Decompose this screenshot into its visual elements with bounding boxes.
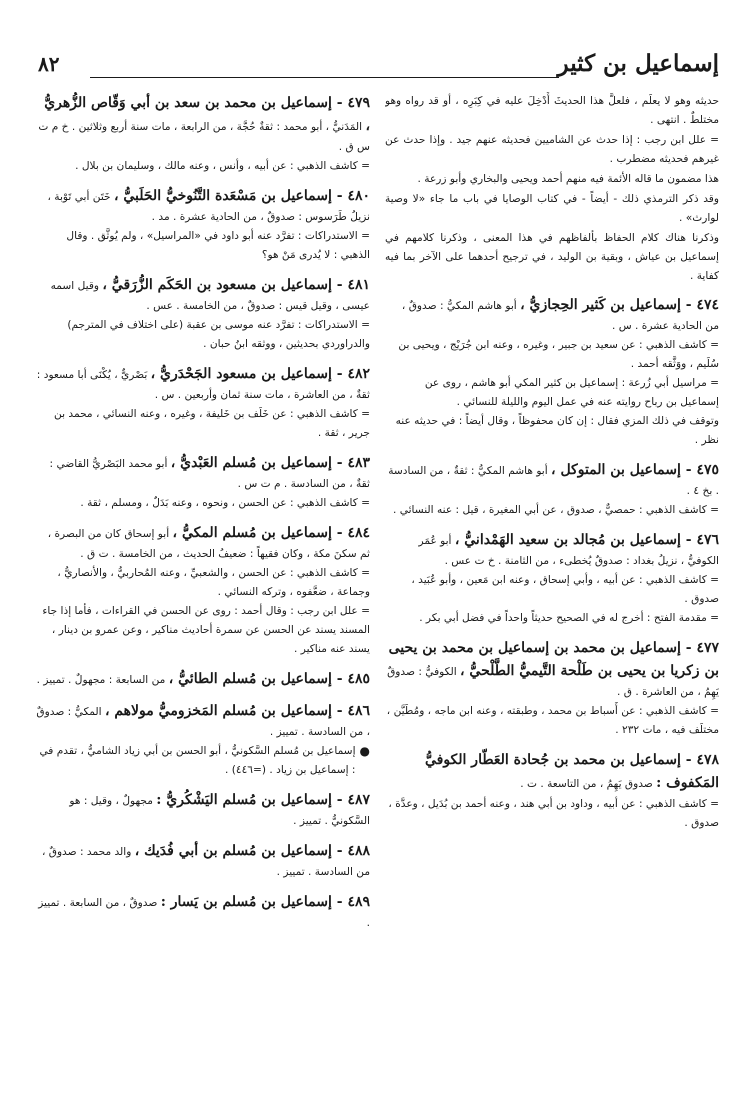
entry-487 [36,789,370,831]
entry-heading-line [36,840,370,882]
entry-heading-line [36,891,370,933]
entry-note: = كاشف الذهبي : عن أبيه ، وداود بن أبي هند ، وعنه أحمد بن بُدَيل ، وعدَّة ، صدوق . [388,798,719,829]
entry-grade: المكيُّ : صدوقٌ ، من السادسة . تمييز . [36,706,370,738]
entry-note: = كاشف الذهبي : عن أَسباط بن محمد ، وطبقته ، وعنه ابن ماجه ، ومُطَيَّن ، مختلَف فيه ، مات ٢٣٢ . [386,705,719,736]
intro-paragraph: حديثه وهو لا يعلَم ، فلعلَّ هذا الحديثَ أُدْخِلَ عليه في كِبَرِه ، أو قد رواه وهو مختلطٌ . انتهى . [385,95,719,126]
entry-heading-line [36,363,370,405]
column-gutter [370,92,385,1068]
entry-title: ٤٨٧ - إسماعيل بن مُسلم اليَشْكُريُّ : [156,792,370,808]
entry-heading-line [385,459,719,501]
entry-grade: وقيل اسمه عيسى ، وقيل قيس : صدوقٌ ، من الخامسة . عس . [50,280,370,312]
entry-note: = كاشف الذهبي : عن خَلَف بن خَليفة ، وغيره ، وعنه النسائي ، محمد بن جرير ، ثقة . [54,408,370,439]
entry-note: = كاشف الذهبي : عن أبيه ، وأنس ، وعنه مالك ، وسليمان بن بلال . [75,160,370,172]
entry-title: ٤٨٥ - إسماعيل بن مُسلم الطائيُّ ، [168,671,370,687]
entry-title: ٤٧٩ - إسماعيل بن محمد بن سعد بن أبي وَقّاص الزُّهريُّ ، [44,95,370,134]
entry-title: ٤٧٧ - إسماعيل بن محمد بن إسماعيل بن محمد بن يحيى بن زكريا بن يحيى بن طَلْحة التَّيميُّ الطَّلْحيُّ ، [388,640,719,679]
entry-heading-line [36,185,370,227]
header-rule [90,77,559,78]
entry-title: ٤٨٨ - إسماعيل بن مُسلم بن أبي فُدَيك ، [134,843,370,859]
intro-paragraph: وذكرنا هناك كلام الحفاظ بألفاظهم في هذا المعنى ، وذكرنا كلامهم في إسماعيل بن عياش ، وبقية بن الوليد ، في ترجيح أحدهما على الآخر بما فيه كفاية . [385,232,719,282]
cross-reference-text: إسماعيل بن مُسلم السَّكونيُّ ، أبو الحسن بن أبي زياد الشاميُّ ، تقدم في : إسماعيل بن زياد . (=٤٤٦) . [39,745,356,776]
entry-title: ٤٨٣ - إسماعيل بن مُسلم العَبْديُّ ، [170,455,370,471]
entry-484 [36,522,370,659]
entry-grade: بَصْريٌّ ، يُكْنَى أبا مسعود : ثقةٌ ، من العاشرة ، مات سنة ثمان وأربعين . س . [36,369,370,401]
entry-heading-line [36,700,370,742]
entry-grade: أبو محمد البَصْريُّ القاضي : ثقةٌ ، من السادسة . م ت س . [49,458,370,490]
right-column [385,92,719,1068]
entry-488 [36,840,370,882]
entry-note: وتوقف في ذلك المزي فقال : إن كان محفوظاً ، وقال أيضاً : في حديثه عنه نظر . [395,415,719,446]
entry-title: ٤٧٨ - إسماعيل بن محمد بن جُحادة العَطّار الكوفيُّ المَكفوف : [424,752,719,791]
page-header [36,50,719,90]
entry-note: = كاشف الذهبي : حمصيٌّ ، صدوق ، عن أبي المغيرة ، قيل : عنه النسائي . [393,504,719,516]
entry-title: ٤٨٢ - إسماعيل بن مسعود الجَحْدَريُّ ، [150,366,370,382]
cross-reference [36,742,370,780]
entry-483 [36,452,370,513]
entry-482 [36,363,370,443]
entry-title: ٤٧٦ - إسماعيل بن مُجالد بن سعيد الهَمْدانيُّ ، [454,532,719,548]
entry-grade: خَتَن أبي تَوْبة ، نزيلُ طَرَسوس : صدوقٌ ، من الحادية عشرة . مد . [47,191,370,223]
entry-476 [385,529,719,628]
entry-heading-line [36,522,370,564]
entry-title: ٤٨٤ - إسماعيل بن مُسلم المكيُّ ، [172,525,370,541]
page-number: ٨٢ [38,52,60,76]
entry-474 [385,294,719,450]
entry-477 [385,637,719,740]
entry-486 [36,700,370,780]
entry-478 [385,749,719,833]
entry-heading-line [36,92,370,157]
entry-heading-line [36,668,370,691]
entry-grade: أبو عُمَر الكوفيُّ ، نزيلُ بغداد : صدوقٌ يُخطىء ، من الثامنة . خ ت عس . [418,535,719,567]
entry-heading-line [385,294,719,336]
entry-note: = علل ابن رجب : وقال أحمد : روى عن الحسن في القراءات ، فأما إذا جاء المسند يسند عن الحسن عن سمرة أحاديث مناكير ، وعن عمرو بن دينار ، يسند عنه مناكير . [42,605,370,655]
entry-heading-line [36,274,370,316]
entry-note: = الاستدراكات : تفرَّد عنه موسى بن عقبة (على اختلاف في المترجم) والدراوردي بحديثين ، ووثقه ابنُ حبان . [67,319,370,350]
entry-grade: صدوقٌ ، من السابعة . تمييز . [38,897,370,929]
entry-grade: أبو إسحاق كان من البصرة ، ثم سكنَ مكة ، وكان فقيهاً : ضعيفُ الحديث ، من الخامسة . ت ق . [47,528,370,560]
left-column [36,92,370,1068]
entry-title: ٤٧٥ - إسماعيل بن المتوكل ، [551,462,719,478]
entry-485 [36,668,370,691]
entry-note: = كاشف الذهبي : عن سعيد بن جبير ، وغيره ، وعنه ابن جُرَيْج ، ويحيى بن سُلَيم ، ووَثَّقه أحمد . [398,339,719,370]
entry-title: ٤٨٩ - إسماعيل بن مُسلم بن يَسار : [160,894,370,910]
entry-475 [385,459,719,520]
entry-grade: صدوق يَهِمُ ، من التاسعة . ت . [520,778,657,790]
entry-grade: أبو هاشم المكيُّ : صدوقٌ ، من الحادية عشرة . س . [401,300,719,332]
entry-note: = كاشف الذهبي : عن أبيه ، وأبي إسحاق ، وعنه ابن مَعين ، وأبو عُبَيد ، صدوق . [411,574,719,605]
entry-479 [36,92,370,176]
entry-grade: المَدَنيُّ ، أبو محمد : ثقةٌ حُجَّة ، من الرابعة ، مات سنة أربع وثلاثين . خ م ت س ق . [38,121,370,153]
entry-title: ٤٨٦ - إسماعيل بن مُسلم المَخزوميُّ مولاهم ، [104,703,370,719]
entry-title: ٤٧٤ - إسماعيل بن كَثير الحِجازيُّ ، [520,297,719,313]
entry-480 [36,185,370,265]
entry-note: = كاشف الذهبي : عن الحسن ، والشعبيِّ ، وعنه المُحاربيُّ ، والأنصاريُّ ، وجماعة ، ضعَّفوه ، وتركه النسائي . [57,567,370,598]
entry-heading-line [385,637,719,702]
entry-title: ٤٨١ - إسماعيل بن مسعود بن الحَكَم الزُّرَقيُّ ، [102,277,370,293]
running-head: إسماعيل بن كثير [557,50,719,77]
intro-paragraph: = علل ابن رجب : إذا حدث عن الشاميين فحديثه عنهم جيد . وإذا حدث عن غيرهم فحديثه مضطرب . [385,134,719,165]
entry-heading-line [385,749,719,795]
two-column-body [36,92,719,1068]
entry-heading-line [36,789,370,831]
entry-title: ٤٨٠ - إسماعيل بن مَسْعَدة التَّنُوخيُّ الحَلَبيُّ ، [113,188,370,204]
intro-paragraph: وقد ذكر الترمذي ذلك - أيضاً - في كتاب الوصايا في باب ما جاء «لا وصية لوارث» . [385,193,719,224]
entry-489 [36,891,370,933]
entry-grade: من السابعة : مجهولٌ . تمييز . [36,674,169,686]
entry-grade: والد محمد : صدوقٌ ، من السادسة . تمييز . [41,846,370,878]
entry-note: = كاشف الذهبي : عن الحسن ، ونحوه ، وعنه بَدَلٌ ، ومسلم ، ثقة . [80,497,370,509]
intro-paragraph: هذا مضمون ما قاله الأئمة فيه منهم أحمد ويحيى والبخاري وأبو زرعة . [417,173,719,185]
entry-grade: الكوفيُّ : صدوقٌ يَهِمُ ، من العاشرة . ق . [387,666,719,698]
entry-heading-line [385,529,719,571]
entry-grade: أبو هاشم المكيُّ : ثقةٌ ، من السادسة . بخ ٤ . [388,465,719,497]
entry-481 [36,274,370,354]
entry-note: = مقدمة الفتح : أخرج له في الصحيح حديثاً واحداً في فضل أبي بكر . [419,612,719,624]
entry-note: = الاستدراكات : تفرَّد عنه أبو داود في «المراسيل» ، ولم يُوثَّق . وقال الذهبي : لا يُدرى مَنْ هو؟ [66,230,370,261]
entry-note: = مراسيل أبي زُرعة : إسماعيل بن كثير المكي أبو هاشم ، روى عن إسماعيل بن رباح روايته عنه في عمل اليوم والليلة للنسائي . [424,377,719,408]
entry-heading-line [36,452,370,494]
entry-grade: مجهولٌ ، وقيل : هو السَّكونيُّ . تمييز . [69,795,370,827]
bullet-dot-icon: ● [359,744,370,758]
